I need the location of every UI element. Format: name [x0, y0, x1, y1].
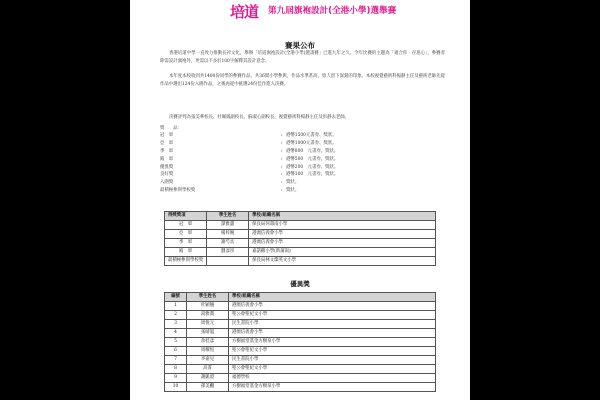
table-cell: 3 [165, 320, 187, 329]
prize-row [160, 179, 445, 187]
table-row [165, 311, 436, 320]
table-cell: 殿 軍 [165, 248, 207, 257]
table-cell: 謝凱澄 [187, 374, 229, 383]
column-header: 學校/組織名稱 [249, 212, 436, 221]
prize-name: 亞 軍 [160, 140, 174, 146]
table-cell: 李嘉兒 [187, 356, 229, 365]
table-row [165, 320, 436, 329]
table-cell: 湯雅喬 [187, 311, 229, 320]
table-cell: 港澳信義會小學 [229, 329, 436, 338]
merit-title: 優異獎 [290, 280, 310, 288]
table-cell: 1 [165, 302, 187, 311]
prize-value: 獎狀。 [286, 180, 300, 186]
table-cell: 張晴嵐 [187, 329, 229, 338]
table-row [165, 221, 436, 230]
table-row [165, 248, 436, 257]
table-header-row [165, 212, 436, 221]
column-header: 得獎獎項 [165, 212, 207, 221]
table-cell: 福德學校 [229, 374, 436, 383]
table-row [165, 329, 436, 338]
prize-value: 港幣500 元書券、獎狀。 [286, 156, 339, 162]
column-header: 學生姓名 [187, 293, 229, 302]
prize-list [160, 125, 445, 195]
prize-name: 殿 軍 [160, 156, 174, 162]
table-cell: 杜穎翹 [187, 302, 229, 311]
prize-colon: : [281, 180, 283, 186]
table-cell: 保良局何壽南小學 [249, 221, 436, 230]
prize-colon: : [281, 156, 283, 162]
table-cell: 6 [165, 347, 187, 356]
prize-row [160, 187, 445, 195]
table-row [165, 338, 436, 347]
judges-paragraph: 決賽評判為張美華校長、杜佩鳳副校長、蘇淑心副校長、視覺藝術科楊靜主任及彭靜去老師。 [169, 115, 350, 120]
prize-row [160, 140, 445, 148]
prize-name: 良好獎 [160, 172, 174, 178]
table-row [165, 374, 436, 383]
prize-name: 入圍獎 [160, 180, 174, 186]
table-cell: 周耀恆 [187, 347, 229, 356]
table-cell: 港澳信義會小學 [229, 302, 436, 311]
table-row [165, 365, 436, 374]
table-cell: 7 [165, 356, 187, 365]
table-cell: 謝芍丞 [207, 239, 249, 248]
table-cell: 楊梓婉 [207, 230, 249, 239]
table-cell: 冠 軍 [165, 221, 207, 230]
table-row [165, 347, 436, 356]
table-cell: 2 [165, 311, 187, 320]
table-row [165, 230, 436, 239]
prize-colon: : [281, 188, 283, 194]
prize-value: 港幣1000元書券、獎狀。 [286, 140, 337, 146]
table-cell: 周悅元 [187, 320, 229, 329]
table-cell: 方樹福堂基金方樹泉小學 [229, 383, 436, 392]
table-cell: 民生書院小學 [229, 356, 436, 365]
column-header: 學校/組織名稱 [229, 293, 436, 302]
prize-name: 最積極參與學校獎 [160, 188, 196, 194]
table-cell: 9 [165, 374, 187, 383]
top-awards-table [164, 211, 436, 266]
column-header: 編號 [165, 293, 187, 302]
prize-row [160, 148, 445, 156]
entries-paragraph: 本年度本校收到共1400份同學的參賽作品，共36間小學參與，作品水準甚高，給人留下深刻的印象。本校視覺藝術科楊靜主任及藝術老師先從作品中選出124份入圍作品，之後再從中挑選24份佳作進入決賽。 [160, 74, 445, 87]
prize-name: 優異獎 [160, 164, 174, 170]
table-cell [207, 257, 249, 266]
merit-awards-table [164, 292, 436, 392]
event-title: 第九屆旗袍設計(全港小學)選舉賽 [268, 6, 397, 16]
prize-heading: 獎 品： [160, 126, 182, 131]
column-header: 學生姓名 [207, 212, 249, 221]
prize-colon: : [281, 164, 283, 170]
table-cell: 5 [165, 338, 187, 347]
table-cell: 港澳信義會小學 [249, 239, 436, 248]
table-cell: 4 [165, 329, 187, 338]
school-logo: 培道 [230, 3, 259, 21]
table-cell: 港澳信義會小學 [249, 230, 436, 239]
table-cell: 方樹福堂基金方樹泉小學 [229, 338, 436, 347]
table-cell: 譚雅蕙 [207, 221, 249, 230]
prize-value: 港幣100 元書券、獎狀。 [286, 172, 339, 178]
table-cell: 聖公會聖紀文小學 [229, 311, 436, 320]
table-cell: 季 軍 [165, 239, 207, 248]
prize-row [160, 132, 445, 140]
prize-value: 港幣1500元書券、獎狀。 [286, 133, 337, 138]
table-row [165, 239, 436, 248]
table-header-row [165, 293, 436, 302]
page-header [130, 0, 470, 26]
prize-name: 季 軍 [160, 148, 174, 154]
prize-row [160, 156, 445, 164]
document-page [130, 0, 470, 400]
prize-colon: : [281, 148, 283, 154]
table-row [165, 356, 436, 365]
table-cell: 高菁 [187, 365, 229, 374]
table-cell: 保良局林文燦英文小學 [249, 257, 436, 266]
table-row [165, 257, 436, 266]
prize-value: 港幣200 元書券、獎狀。 [286, 164, 339, 170]
prize-colon: : [281, 140, 283, 146]
prize-row [160, 164, 445, 172]
results-title: 賽果公布 [285, 41, 315, 50]
table-row [165, 302, 436, 311]
table-cell: 孫美颺 [187, 383, 229, 392]
prize-colon: : [281, 133, 283, 138]
table-cell: 10 [165, 383, 187, 392]
table-cell: 民生書院小學 [229, 320, 436, 329]
table-cell: 劉彥彤 [207, 248, 249, 257]
intro-paragraph: 香港培道中學一直致力推動長衫文化，舉辦「培道旗袍設計(全港小學)邀請賽」已進九年之久。今年比賽的主題為「適合你‧存思心」，參賽者除需設計旗袍外，更需以不多於100字解釋其設計意念。 [160, 51, 445, 64]
table-cell: 聖公會聖紀文小學 [229, 347, 436, 356]
prize-value: 港幣800 元書券、獎狀。 [286, 148, 339, 154]
table-cell: 聖公會聖紀文小學 [229, 365, 436, 374]
table-cell: 8 [165, 365, 187, 374]
prize-name: 冠 軍 [160, 133, 174, 138]
table-cell: 最積極參與學校獎 [165, 257, 207, 266]
table-cell: 亞 軍 [165, 230, 207, 239]
prize-colon: : [281, 172, 283, 178]
table-cell: 余桂彥 [187, 338, 229, 347]
prize-row [160, 171, 445, 179]
prize-value: 獎狀。 [286, 188, 300, 194]
table-cell: 嘉諾撒小學(新蒲崗) [249, 248, 436, 257]
table-row [165, 383, 436, 392]
